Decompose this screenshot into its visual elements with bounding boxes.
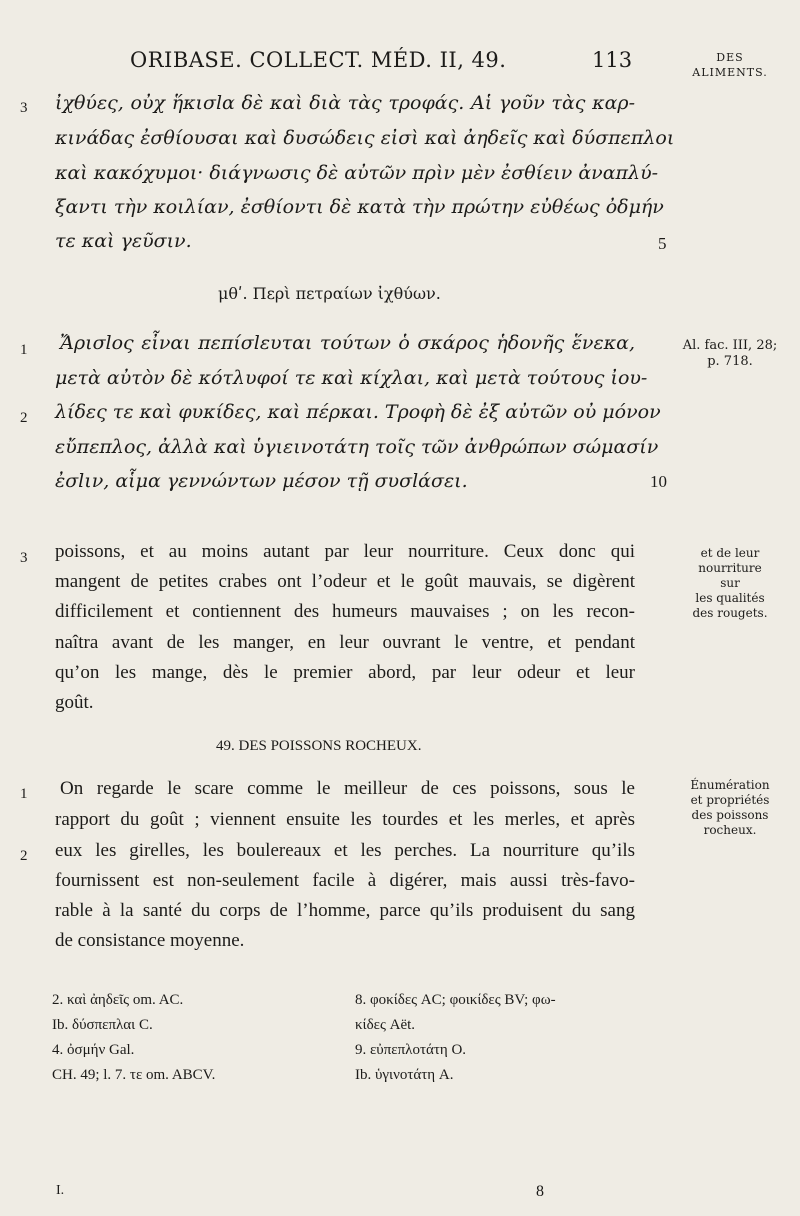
- french-text-line: qu’on les mange, dès le premier abord, par leur odeur et leur: [55, 662, 635, 683]
- page-number: 113: [592, 48, 633, 72]
- footnote: 4. ὀσμήν Gal.: [52, 1042, 135, 1058]
- greek-text-line: ἐσlιν, αἷμα γεννώντων μέσον τῇ συσlάσει.: [55, 470, 468, 492]
- line-number: 3: [20, 100, 28, 116]
- greek-text-line: λίδες τε καὶ φυκίδες, καὶ πέρκαι. Τροφὴ δὲ ἐξ αὐτῶν οὐ μόνον: [55, 401, 661, 423]
- line-count-marker: 10: [650, 472, 667, 491]
- margin-note-enumeration: Énumération et propriétés des poissons rocheux.: [690, 778, 770, 837]
- greek-text-line: τε καὶ γεῦσιν.: [55, 230, 192, 252]
- footnote: CH. 49; l. 7. τε om. ABCV.: [52, 1067, 216, 1083]
- french-text-line: fournissent est non-seulement facile à digérer, mais aussi très-favo-: [55, 870, 635, 891]
- french-text-line: rapport du goût ; viennent ensuite les tourdes et les merles, et après: [55, 809, 635, 830]
- line-number: 1: [20, 342, 28, 358]
- footnote: 9. εὐπεπλοτάτη O.: [355, 1042, 467, 1058]
- greek-text-line: ἰχθύες, οὐχ ἥκισlα δὲ καὶ διὰ τὰς τροφάς. Αἱ γοῦν τὰς καρ-: [55, 92, 635, 114]
- running-title: ORIBASE. COLLECT. MÉD. II, 49.: [130, 48, 507, 72]
- french-text-line: difficilement et contiennent des humeurs mauvaises ; on les recon-: [55, 601, 635, 622]
- french-text-line: On regarde le scare comme le meilleur de ces poissons, sous le: [60, 778, 635, 799]
- greek-text-line: Ἄρισlος εἶναι πεπίσlευται τούτων ὁ σκάρος ἡδονῆς ἕνεκα,: [60, 332, 635, 354]
- signature-mark: I.: [56, 1183, 65, 1198]
- line-number: 2: [20, 848, 28, 864]
- footnote: 2. καὶ ἀηδεῖς om. AC.: [52, 992, 184, 1008]
- greek-chapter-heading: μθʹ. Περὶ πετραίων ἰχθύων.: [218, 284, 441, 303]
- french-text-line: de consistance moyenne.: [55, 930, 245, 951]
- line-number: 1: [20, 786, 28, 802]
- footnote: 8. φοκίδες AC; φοικίδες BV; φω-: [355, 992, 556, 1008]
- french-text-line: goût.: [55, 692, 94, 713]
- sheet-number: 8: [536, 1183, 544, 1200]
- greek-text-line: κινάδας ἐσθίουσαι καὶ δυσώδεις εἰσὶ καὶ ἀηδεῖς καὶ δύσπεπλοι: [55, 127, 675, 149]
- footnote: κίδες Aët.: [355, 1017, 416, 1033]
- french-text-line: mangent de petites crabes ont l’odeur et le goût mauvais, se digèrent: [55, 571, 635, 592]
- greek-text-line: εὔπεπλος, ἀλλὰ καὶ ὑγιεινοτάτη τοῖς τῶν ἀνθρώπων σώμασίν: [55, 436, 659, 458]
- line-number: 3: [20, 550, 28, 566]
- line-number: 2: [20, 410, 28, 426]
- greek-text-line: ξαντι τὴν κοιλίαν, ἐσθίοντι δὲ κατὰ τὴν πρώτην εὐθέως ὀδμήν: [55, 196, 664, 218]
- greek-text-line: μετὰ αὐτὸν δὲ κότλυφοί τε καὶ κίχλαι, καὶ μετὰ τούτους ἰου-: [55, 367, 648, 389]
- margin-note-rougets: et de leur nourriture sur les qualités des rougets.: [692, 546, 768, 620]
- footnote: Ib. δύσπεπλαι C.: [52, 1017, 153, 1033]
- french-text-line: poissons, et au moins autant par leur nourriture. Ceux donc qui: [55, 541, 635, 562]
- margin-note-aliments: DES ALIMENTS.: [692, 51, 768, 79]
- line-count-marker: 5: [658, 234, 667, 253]
- french-chapter-heading: 49. DES POISSONS ROCHEUX.: [216, 738, 422, 754]
- greek-text-line: καὶ κακόχυμοι· διάγνωσις δὲ αὐτῶν πρὶν μὲν ἐσθίειν ἀναπλύ-: [55, 162, 659, 184]
- footnote: Ib. ὑγινοτάτη A.: [355, 1067, 454, 1083]
- margin-note-reference: Al. fac. III, 28; p. 718.: [682, 338, 778, 369]
- french-text-line: rable à la santé du corps de l’homme, parce qu’ils produisent du sang: [55, 900, 635, 921]
- french-text-line: naîtra avant de les manger, en leur ouvrant le ventre, et pendant: [55, 632, 635, 653]
- french-text-line: eux les girelles, les boulereaux et les perches. La nourriture qu’ils: [55, 840, 635, 861]
